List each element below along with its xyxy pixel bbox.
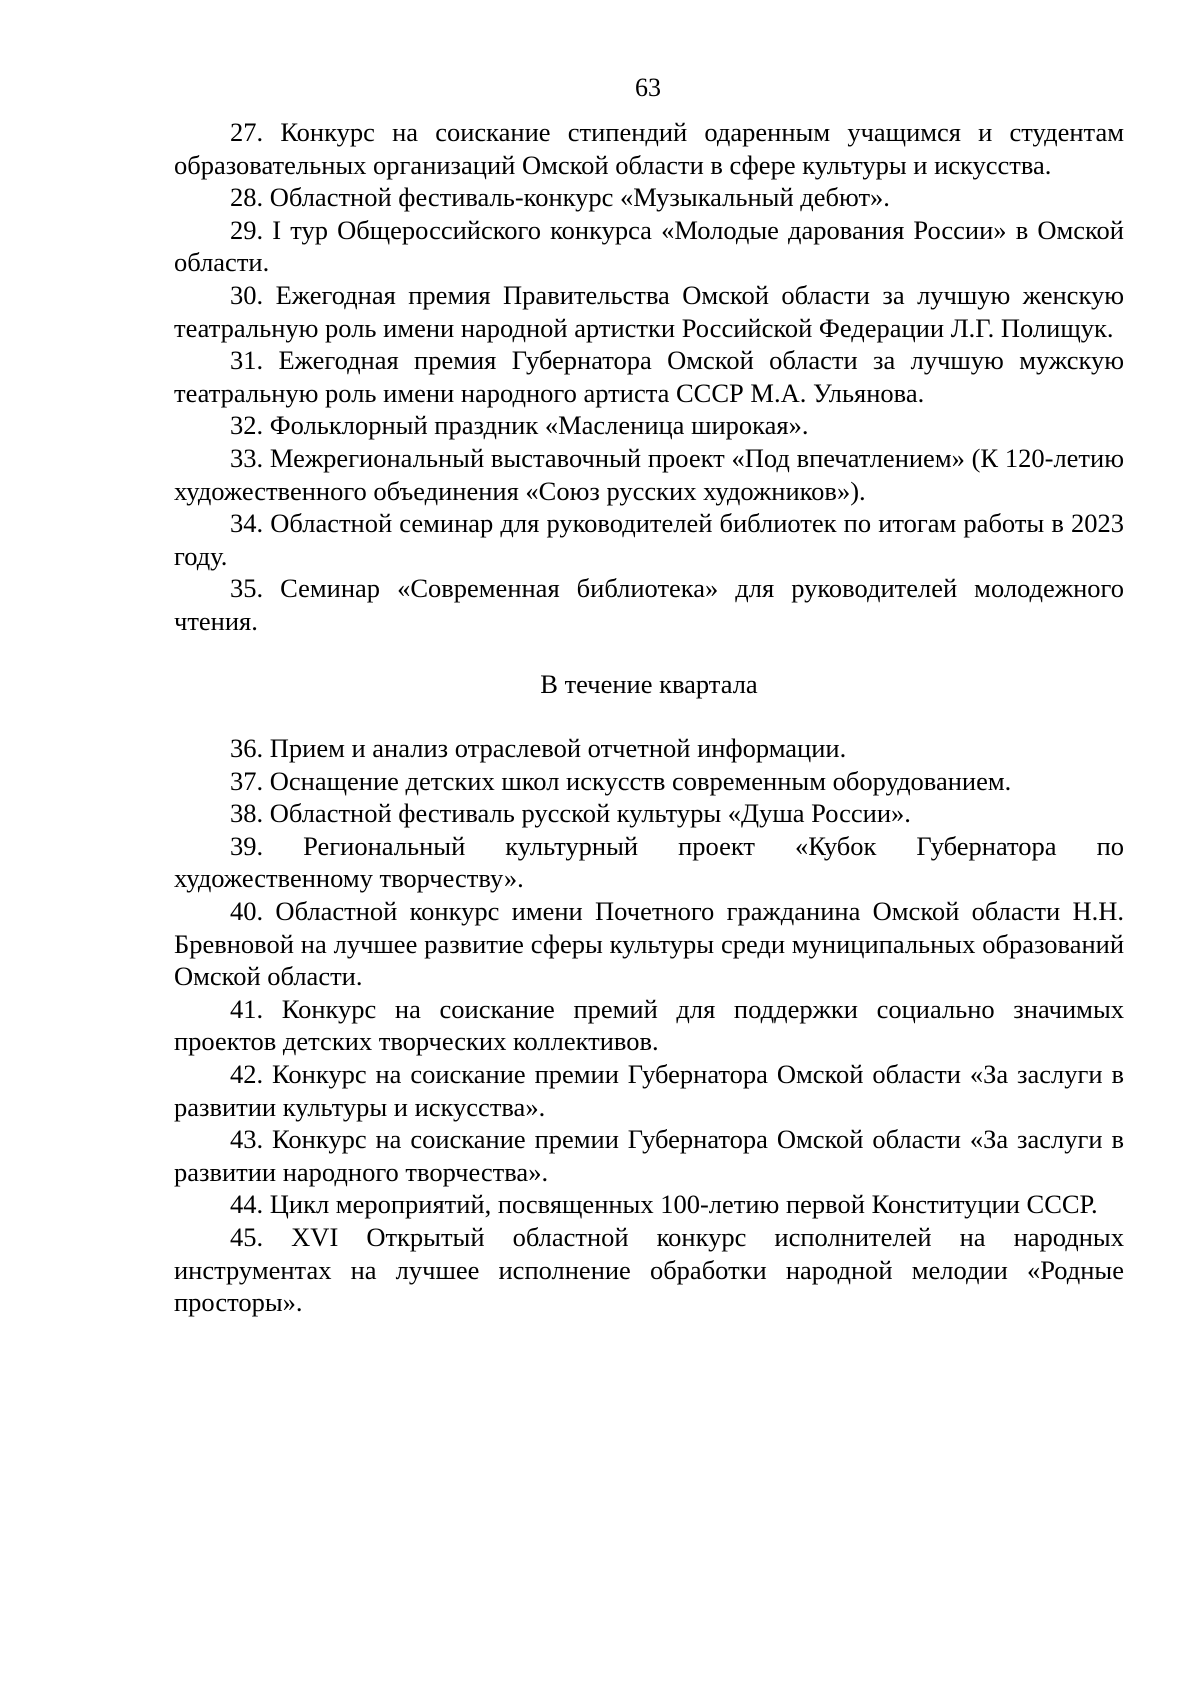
list-item: 33. Межрегиональный выставочный проект «Под впечатлением» (К 120-летию художественного объединения «Союз русских художников»). bbox=[174, 442, 1124, 506]
list-item: 41. Конкурс на соискание премий для поддержки социально значимых проектов детских творческих коллективов. bbox=[174, 993, 1124, 1057]
list-item: 37. Оснащение детских школ искусств современным оборудованием. bbox=[230, 765, 1012, 796]
list-item: 30. Ежегодная премия Правительства Омской области за лучшую женскую театральную роль имени народной артистки Российской Федерации Л.Г. Полищук. bbox=[174, 279, 1124, 343]
list-item: 44. Цикл мероприятий, посвященных 100-летию первой Конституции СССР. bbox=[230, 1189, 1098, 1220]
list-item: 35. Семинар «Современная библиотека» для руководителей молодежного чтения. bbox=[174, 573, 1124, 636]
item-list-part1 bbox=[174, 116, 1124, 638]
document-body bbox=[174, 116, 1124, 1319]
list-item: 39. Региональный культурный проект «Кубок Губернатора по художественному творчеству». bbox=[174, 830, 1124, 894]
list-item: 43. Конкурс на соискание премии Губернатора Омской области «За заслуги в развитии народного творчества». bbox=[174, 1124, 1124, 1187]
list-item: 40. Областной конкурс имени Почетного гражданина Омской области Н.Н. Бревновой на лучшее развитие сферы культуры среди муниципальных образований Омской области. bbox=[174, 896, 1124, 992]
list-item: 27. Конкурс на соискание стипендий одаренным учащимся и студентам образовательных организаций Омской области в сфере культуры и искусства. bbox=[174, 117, 1124, 180]
page-number: 63 bbox=[635, 73, 661, 102]
item-list-part2 bbox=[174, 732, 1124, 1319]
list-item: 34. Областной семинар для руководителей библиотек по итогам работы в 2023 году. bbox=[174, 508, 1124, 571]
list-item: 45. XVI Открытый областной конкурс исполнителей на народных инструментах на лучшее исполнение обработки народной мелодии «Родные просторы». bbox=[174, 1222, 1124, 1318]
section-heading: В течение квартала bbox=[540, 668, 758, 699]
list-item: 36. Прием и анализ отраслевой отчетной информации. bbox=[230, 733, 847, 764]
list-item: 31. Ежегодная премия Губернатора Омской области за лучшую мужскую театральную роль имени народного артиста СССР М.А. Ульянова. bbox=[174, 345, 1124, 408]
list-item: 28. Областной фестиваль-конкурс «Музыкальный дебют». bbox=[230, 182, 890, 213]
list-item: 32. Фольклорный праздник «Масленица широкая». bbox=[230, 410, 809, 441]
list-item: 29. I тур Общероссийского конкурса «Молодые дарования России» в Омской области. bbox=[174, 214, 1124, 278]
list-item: 42. Конкурс на соискание премии Губернатора Омской области «За заслуги в развитии культуры и искусства». bbox=[174, 1059, 1124, 1122]
list-item: 38. Областной фестиваль русской культуры «Душа России». bbox=[230, 798, 911, 829]
